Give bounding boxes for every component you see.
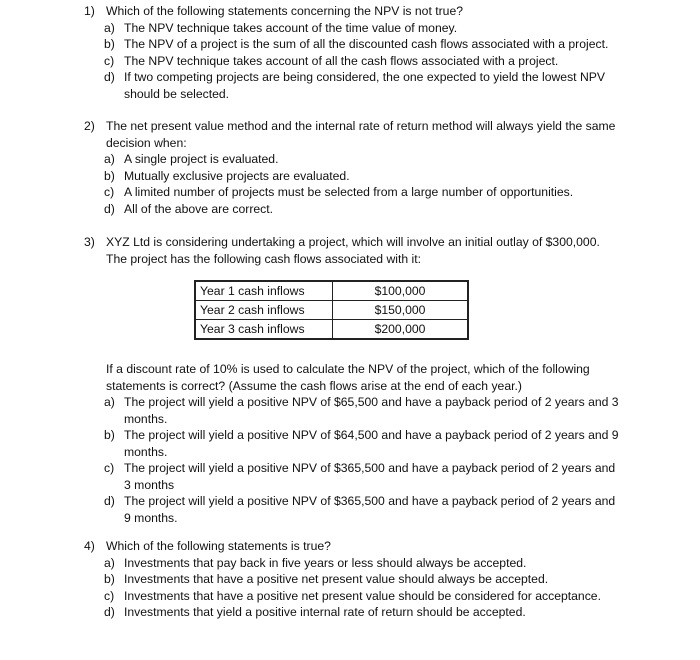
option-letter: c) (104, 185, 115, 199)
question-1 (84, 3, 624, 102)
option-text: The project will yield a positive NPV of $365,500 and have a payback period of 2 years and 9 months. (124, 494, 616, 525)
question-2 (84, 118, 624, 217)
question-text: The net present value method and the internal rate of return method will always yield the same decision when: (106, 119, 616, 150)
option-text: The project will yield a positive NPV of $64,500 and have a payback period of 2 years and 9 months. (124, 428, 619, 459)
question-3 (84, 234, 624, 526)
option-b (104, 36, 624, 53)
option-text: If two competing projects are being considered, the one expected to yield the lowest NPV should be selected. (124, 70, 606, 101)
option-text: Investments that yield a positive internal rate of return should be accepted. (124, 605, 526, 619)
option-a (104, 394, 624, 427)
question-number: 4) (84, 539, 95, 553)
option-a (104, 151, 624, 168)
option-text: The NPV of a project is the sum of all the discounted cash flows associated with a project. (124, 37, 609, 51)
options-list (104, 555, 624, 621)
option-a (104, 555, 624, 572)
cash-flow-label: Year 3 cash inflows (195, 320, 333, 340)
option-text: Investments that have a positive net present value should be considered for acceptance. (124, 588, 601, 603)
question-3-stem (84, 234, 624, 267)
table-row (195, 320, 468, 340)
question-1-stem (84, 3, 624, 20)
cash-flow-value: $150,000 (333, 301, 469, 320)
option-letter: c) (104, 461, 115, 475)
option-letter: a) (104, 555, 115, 570)
option-letter: c) (104, 588, 115, 603)
option-text: The NPV technique takes account of the time value of money. (124, 20, 458, 35)
options-list (104, 20, 624, 103)
option-letter: b) (104, 37, 115, 51)
option-b (104, 571, 624, 588)
option-d (104, 493, 624, 526)
question-3-followup: If a discount rate of 10% is used to calculate the NPV of the project, which of the following statements is correct? (Assume the cash flows arise at the end of each year.) (106, 362, 590, 393)
cash-flow-table (194, 280, 469, 340)
option-text: The project will yield a positive NPV of $365,500 and have a payback period of 2 years and 3 months (124, 461, 616, 492)
option-text: A single project is evaluated. (124, 152, 279, 166)
option-text: Investments that have a positive net present value should always be accepted. (124, 572, 549, 586)
option-letter: b) (104, 428, 115, 442)
option-letter: c) (104, 53, 115, 68)
option-d (104, 604, 624, 621)
option-c (104, 184, 624, 201)
option-a (104, 20, 624, 37)
question-number: 1) (84, 4, 95, 18)
option-letter: d) (104, 605, 115, 619)
option-b (104, 168, 624, 185)
table-row (195, 301, 468, 320)
option-c (104, 588, 624, 605)
option-d (104, 69, 624, 102)
option-letter: d) (104, 201, 115, 216)
question-text: Which of the following statements is true? (106, 539, 331, 553)
cash-flow-label: Year 2 cash inflows (195, 301, 333, 320)
option-letter: b) (104, 168, 115, 183)
cash-flow-label: Year 1 cash inflows (195, 281, 333, 301)
option-text: The project will yield a positive NPV of $65,500 and have a payback period of 2 years and 3 months. (124, 395, 619, 426)
question-2-stem (84, 118, 624, 151)
options-list (104, 394, 624, 526)
question-number: 2) (84, 119, 95, 133)
option-c (104, 460, 624, 493)
question-number: 3) (84, 235, 95, 249)
option-letter: a) (104, 395, 115, 409)
table-row (195, 281, 468, 301)
option-d (104, 201, 624, 218)
question-4-stem (84, 538, 624, 555)
option-letter: b) (104, 572, 115, 586)
option-letter: d) (104, 70, 115, 84)
question-4 (84, 538, 624, 621)
options-list (104, 151, 624, 217)
option-text: The NPV technique takes account of all the cash flows associated with a project. (124, 53, 559, 68)
option-text: Mutually exclusive projects are evaluated. (124, 168, 350, 183)
option-text: Investments that pay back in five years or less should always be accepted. (124, 555, 527, 570)
question-text: Which of the following statements concerning the NPV is not true? (106, 4, 464, 18)
option-text: A limited number of projects must be selected from a large number of opportunities. (124, 185, 574, 199)
cash-flow-value: $100,000 (333, 281, 469, 301)
option-text: All of the above are correct. (124, 201, 274, 216)
cash-flow-value: $200,000 (333, 320, 469, 340)
option-letter: d) (104, 494, 115, 508)
option-c (104, 53, 624, 70)
option-letter: a) (104, 152, 115, 166)
option-b (104, 427, 624, 460)
question-text: XYZ Ltd is considering undertaking a project, which will involve an initial outlay of $300,000. The project has the following cash flows associated with it: (106, 235, 600, 266)
option-letter: a) (104, 20, 115, 35)
